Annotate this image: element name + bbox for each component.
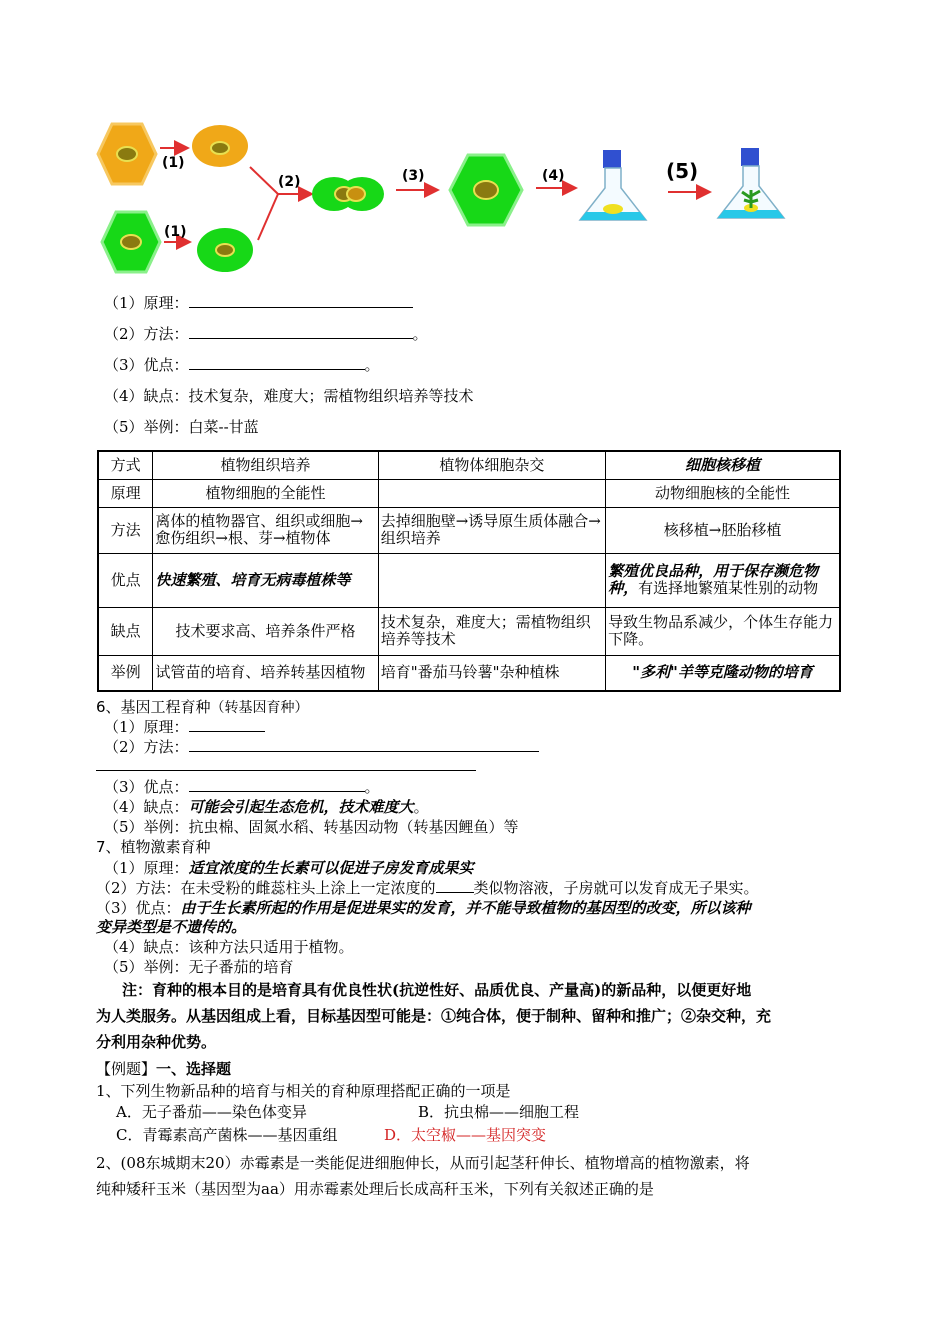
step-label-5: (5)	[666, 159, 699, 183]
table-header-row	[98, 451, 840, 479]
question-2-line-2: 纯种矮秆玉米（基因型为aa）用赤霉素处理后长成高秆玉米，下列有关叙述正确的是	[96, 1180, 654, 1198]
table-row	[98, 479, 840, 507]
table-header: 细胞核移植	[606, 451, 840, 479]
green-protoplast	[197, 228, 253, 272]
breeding-comparison-table	[97, 450, 841, 692]
merge-line-bottom	[258, 194, 278, 240]
culture-flask-callus	[580, 150, 646, 220]
table-cell	[378, 479, 605, 507]
s5-method-line: （2）方法： 。	[104, 325, 428, 343]
table-cell: 去掉细胞壁→诱导原生质体融合→组织培养	[378, 507, 605, 553]
table-cell: "多利"羊等克隆动物的培育	[606, 655, 840, 691]
green-plant-cell	[102, 212, 160, 272]
s7-disadvantage-line: （4）缺点：该种方法只适用于植物。	[104, 938, 354, 956]
hybrid-cell	[450, 155, 522, 225]
note-line-2: 为人类服务。从基因组成上看，目标基因型可能是：①纯合体，便于制种、留种和推广；②杂交种，充	[96, 1007, 772, 1025]
table-cell: 核移植→胚胎移植	[606, 507, 840, 553]
blank-line	[189, 777, 365, 792]
blank-line	[189, 737, 539, 752]
s7-method-line: （2）方法：在未受粉的雌蕊柱头上涂上一定浓度的 类似物溶液，子房就可以发育成无子果实。	[96, 879, 759, 897]
step-label-3: (3)	[402, 168, 425, 184]
fused-protoplast	[312, 177, 384, 211]
step-label-4: (4)	[542, 168, 565, 184]
table-header: 植物组织培养	[153, 451, 378, 479]
s7-title: 7、植物激素育种	[96, 838, 211, 856]
s6-principle-line: （1）原理：	[104, 716, 265, 737]
orange-protoplast	[192, 125, 248, 167]
q1-option-d: D．太空椒——基因突变	[384, 1126, 547, 1144]
s6-example-line: （5）举例：抗虫棉、固氮水稻、转基因动物（转基因鲤鱼）等	[104, 818, 519, 836]
table-header: 方式	[98, 451, 153, 479]
s6-advantage-line: （3）优点： 。	[104, 778, 380, 796]
blank-line	[436, 878, 474, 893]
row-label: 缺点	[98, 607, 153, 655]
s5-disadvantage-line: （4）缺点：技术复杂，难度大；需植物组织培养等技术	[104, 387, 474, 405]
s6-title: 6、基因工程育种（转基因育种）	[96, 698, 309, 716]
s7-advantage-line: （3）优点：由于生长素所起的作用是促进果实的发育，并不能导致植物的基因型的改变，所以该种	[96, 899, 751, 917]
row-label: 方法	[98, 507, 153, 553]
row-label: 举例	[98, 655, 153, 691]
question-1: 1、下列生物新品种的培育与相关的育种原理搭配正确的一项是	[96, 1082, 511, 1100]
somatic-hybridization-diagram	[90, 112, 810, 282]
table-cell: 导致生物品系减少，个体生存能力下降。	[606, 607, 840, 655]
q1-option-b: B．抗虫棉——细胞工程	[418, 1103, 580, 1121]
s5-principle-line: （1）原理：	[104, 292, 413, 313]
s7-principle-line: （1）原理：适宜浓度的生长素可以促进子房发育成果实	[104, 859, 474, 877]
row-label: 原理	[98, 479, 153, 507]
s6-method-line: （2）方法：	[104, 736, 539, 757]
s7-advantage-continuation: 变异类型是不遗传的。	[96, 918, 247, 936]
s6-method-continuation-line	[96, 770, 476, 771]
q1-option-c: C．青霉素高产菌株——基因重组	[116, 1126, 338, 1144]
q1-option-a: A．无子番茄——染色体变异	[116, 1103, 307, 1121]
table-cell: 技术复杂，难度大；需植物组织培养等技术	[378, 607, 605, 655]
table-cell: 快速繁殖、培育无病毒植株等	[153, 553, 378, 607]
row-label: 优点	[98, 553, 153, 607]
table-cell: 培育"番茄马铃薯"杂种植株	[378, 655, 605, 691]
table-cell: 繁殖优良品种，用于保存濒危物种，有选择地繁殖某性别的动物	[606, 553, 840, 607]
blank-line	[189, 355, 365, 370]
table-cell: 技术要求高、培养条件严格	[153, 607, 378, 655]
s5-example-line: （5）举例：白菜--甘蓝	[104, 418, 259, 436]
table-row	[98, 553, 840, 607]
orange-plant-cell	[98, 124, 156, 184]
step-label-2: (2)	[278, 174, 301, 190]
table-cell: 试管苗的培育、培养转基因植物	[153, 655, 378, 691]
table-header: 植物体细胞杂交	[378, 451, 605, 479]
blank-line	[189, 717, 265, 732]
table-cell: 动物细胞核的全能性	[606, 479, 840, 507]
table-cell: 离体的植物器官、组织或细胞→愈伤组织→根、芽→植物体	[153, 507, 378, 553]
question-2-line-1: 2、(08东城期末20）赤霉素是一类能促进细胞伸长，从而引起茎秆伸长、植物增高的植物激素，将	[96, 1154, 750, 1172]
s6-disadvantage-line: （4）缺点：可能会引起生态危机，技术难度大。	[104, 798, 429, 816]
table-row	[98, 655, 840, 691]
table-row	[98, 607, 840, 655]
note-line-1: 注：育种的根本目的是培育具有优良性状(抗逆性好、品质优良、产量高)的新品种，以便更好地	[122, 981, 752, 999]
s5-advantage-line: （3）优点： 。	[104, 356, 380, 374]
note-line-3: 分利用杂种优势。	[96, 1033, 217, 1051]
blank-line	[189, 293, 413, 308]
step-label-1-bottom: (1)	[164, 224, 187, 240]
examples-heading: 【例题】一、选择题	[96, 1060, 232, 1078]
blank-line	[189, 324, 413, 339]
table-row	[98, 507, 840, 553]
step-label-1-top: (1)	[162, 155, 185, 171]
s7-example-line: （5）举例：无子番茄的培育	[104, 958, 294, 976]
table-cell: 植物细胞的全能性	[153, 479, 378, 507]
culture-flask-plantlet	[718, 148, 784, 218]
table-cell	[378, 553, 605, 607]
merge-line-top	[250, 167, 278, 194]
